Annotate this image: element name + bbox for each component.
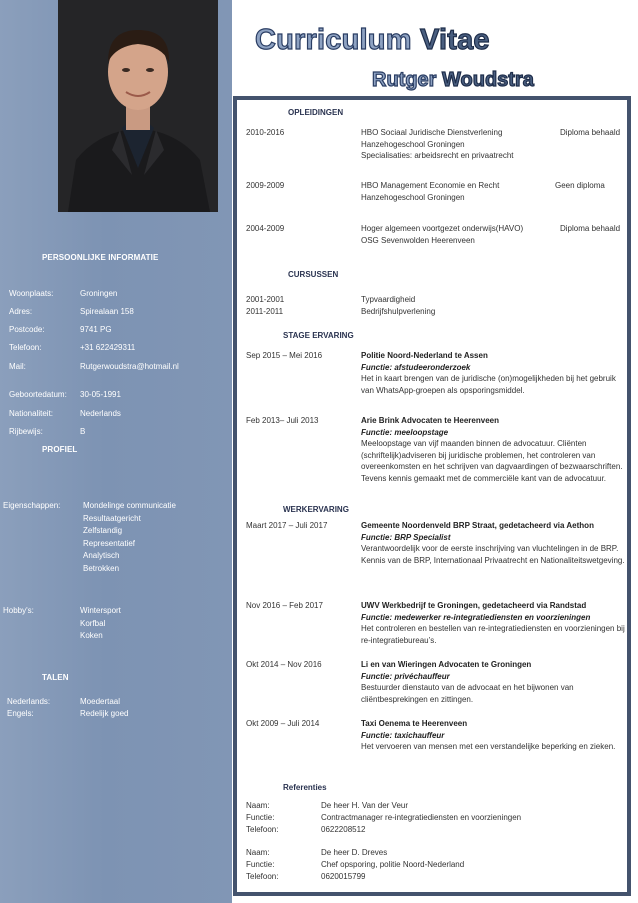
trait-item: Zelfstandig	[83, 526, 123, 536]
row-label: Woonplaats:	[9, 289, 54, 298]
work-details	[361, 520, 626, 566]
period: 2011-2011	[246, 307, 284, 316]
ref-value: 0620015799	[321, 872, 366, 881]
row-label: Nederlands:	[7, 697, 51, 706]
result: Diploma behaald	[560, 128, 621, 137]
detail-line: HBO Management Economie en Recht	[361, 181, 500, 190]
description: Verantwoordelijk voor de eerste inschrijving van vluchtelingen in de BRP. Kennis van de BRP, Internationaal Privaatrecht en Nationaliteitswetgeving.	[361, 544, 625, 565]
ref-label: Naam:	[246, 848, 270, 857]
education-details	[361, 180, 546, 203]
period: Okt 2014 – Nov 2016	[246, 660, 322, 669]
role: Functie: BRP Specialist	[361, 532, 451, 542]
profile-heading: PROFIEL	[42, 445, 78, 454]
role: Functie: taxichauffeur	[361, 730, 445, 740]
languages-heading: TALEN	[42, 673, 69, 682]
work-heading: WERKERVARING	[283, 505, 349, 514]
organization: Li en van Wieringen Advocaten te Groningen	[361, 660, 532, 669]
first-name: Rutger	[372, 69, 437, 91]
period: 2009-2009	[246, 181, 285, 190]
period: Maart 2017 – Juli 2017	[246, 521, 328, 530]
portrait-image	[58, 0, 218, 212]
traits-list	[83, 500, 176, 576]
row-label: Telefoon:	[9, 343, 42, 352]
course-name: Bedrijfshulpverlening	[361, 307, 436, 316]
profile-photo	[58, 0, 218, 212]
period: Okt 2009 – Juli 2014	[246, 719, 320, 728]
page-title	[255, 24, 490, 57]
ref-label: Telefoon:	[246, 825, 279, 834]
period: 2004-2009	[246, 224, 285, 233]
role: Functie: privéchauffeur	[361, 671, 450, 681]
organization: Arie Brink Advocaten te Heerenveen	[361, 416, 499, 425]
work-details	[361, 718, 631, 753]
organization: Taxi Oenema te Heerenveen	[361, 719, 468, 728]
ref-value: Chef opsporing, politie Noord-Nederland	[321, 860, 465, 869]
mail-link[interactable]: Rutgerwoudstra@hotmail.nl	[80, 362, 179, 371]
ref-value: 0622208512	[321, 825, 366, 834]
role: Functie: medewerker re-integratiediensten en voorzieningen	[361, 612, 591, 622]
detail-line: Hoger algemeen voortgezet onderwijs(HAVO)	[361, 224, 524, 233]
title-part2: Vitae	[419, 24, 490, 56]
internship-details	[361, 415, 629, 484]
detail-line: Hanzehogeschool Groningen	[361, 192, 465, 202]
internships-heading: STAGE ERVARING	[283, 331, 354, 340]
ref-label: Functie:	[246, 813, 275, 822]
row-label: Rijbewijs:	[9, 427, 43, 436]
hobbies-label: Hobby's:	[3, 606, 34, 615]
education-heading: OPLEIDINGEN	[288, 108, 344, 117]
references-heading: Referenties	[283, 783, 327, 792]
row-value: 9741 PG	[80, 325, 112, 334]
detail-line: Specialisaties: arbeidsrecht en privaatrecht	[361, 151, 514, 160]
detail-line: OSG Sevenwolden Heerenveen	[361, 235, 475, 245]
row-value: Groningen	[80, 289, 118, 298]
trait-item: Representatief	[83, 538, 136, 548]
row-label: Adres:	[9, 307, 33, 316]
period: 2010-2016	[246, 128, 285, 137]
period: Sep 2015 – Mei 2016	[246, 351, 323, 360]
hobby-item: Koken	[80, 631, 103, 641]
period: 2001-2001	[246, 295, 285, 304]
row-label: Mail:	[9, 362, 26, 371]
title-part1: Curriculum	[255, 24, 412, 56]
last-name: Woudstra	[442, 69, 534, 91]
trait-item: Analytisch	[83, 551, 120, 561]
hobbies-list	[80, 605, 121, 643]
result: Diploma behaald	[560, 224, 621, 233]
work-details	[361, 600, 631, 646]
row-label: Engels:	[7, 709, 34, 718]
row-label: Geboortedatum:	[9, 390, 67, 399]
person-name	[372, 69, 534, 92]
ref-label: Telefoon:	[246, 872, 279, 881]
period: Nov 2016 – Feb 2017	[246, 601, 323, 610]
period: Feb 2013– Juli 2013	[246, 416, 319, 425]
traits-label: Eigenschappen:	[3, 501, 61, 510]
personal-info-heading: PERSOONLIJKE INFORMATIE	[42, 253, 159, 262]
row-value: B	[80, 427, 86, 436]
courses-heading: CURSUSSEN	[288, 270, 339, 279]
detail-line: HBO Sociaal Juridische Dienstverlening	[361, 128, 503, 137]
hobby-item: Korfbal	[80, 618, 106, 628]
work-details	[361, 659, 626, 705]
organization: UWV Werkbedrijf te Groningen, gedetacheerd via Randstad	[361, 601, 587, 610]
ref-value: De heer H. Van der Veur	[321, 801, 409, 810]
row-value: Redelijk goed	[80, 709, 129, 718]
result: Geen diploma	[555, 181, 605, 190]
row-label: Nationaliteit:	[9, 409, 54, 418]
trait-item: Betrokken	[83, 563, 120, 573]
hobby-item: Wintersport	[80, 606, 121, 615]
row-value: Spirealaan 158	[80, 307, 134, 316]
internship-details	[361, 350, 626, 396]
education-details	[361, 127, 546, 162]
ref-label: Naam:	[246, 801, 270, 810]
main-card	[233, 96, 631, 896]
course-name: Typvaardigheid	[361, 295, 416, 304]
ref-label: Functie:	[246, 860, 275, 869]
detail-line: Hanzehogeschool Groningen	[361, 139, 465, 149]
organization: Gemeente Noordenveld BRP Straat, gedetacheerd via Aethon	[361, 521, 594, 530]
row-value: Nederlands	[80, 409, 121, 418]
role: Functie: afstudeeronderzoek	[361, 362, 471, 372]
ref-value: Contractmanager re-integratiediensten en voorzieningen	[321, 813, 522, 822]
trait-item: Mondelinge communicatie	[83, 501, 176, 510]
education-details	[361, 223, 556, 246]
row-value: Moedertaal	[80, 697, 121, 706]
ref-value: De heer D. Dreves	[321, 848, 388, 857]
role: Functie: meeloopstage	[361, 427, 449, 437]
description: Het controleren en bestellen van re-integratiediensten en voorzieningen bij re-integratiebureau’s.	[361, 624, 625, 645]
description: Meeloopstage van vijf maanden binnen de advocatuur. Cliënten (schriftelijk)adviseren bij juridische problemen, het controleren van overeenkomsten en het schrijven van dagvaardingen of bezwaarschriften. Tevens kennis gemaakt met de commerciële kant van de advocatuur.	[361, 439, 623, 483]
row-value: +31 622429311	[80, 343, 136, 352]
description: Bestuurder dienstauto van de advocaat en het bijwonen van cliëntbesprekingen en zittingen.	[361, 683, 574, 704]
row-value: 30-05-1991	[80, 390, 121, 399]
sidebar	[0, 0, 232, 903]
trait-item: Resultaatgericht	[83, 513, 141, 523]
organization: Politie Noord-Nederland te Assen	[361, 351, 488, 360]
description: Het vervoeren van mensen met een verstandelijke beperking en zieken.	[361, 742, 616, 751]
description: Het in kaart brengen van de juridische (on)mogelijkheden bij het gebruik van WhatsApp-groepen als opsporingsmiddel.	[361, 374, 616, 395]
row-label: Postcode:	[9, 325, 45, 334]
